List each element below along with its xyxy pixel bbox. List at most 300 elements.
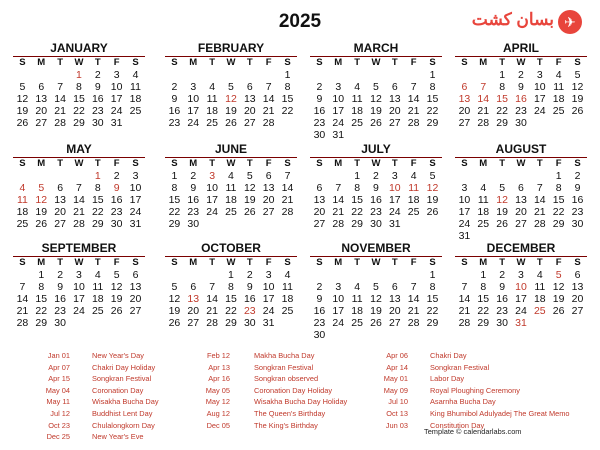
week-row bbox=[165, 317, 297, 329]
day-cell: 5 bbox=[373, 281, 379, 293]
day-cell bbox=[530, 170, 549, 182]
weekday-label: F bbox=[555, 158, 562, 169]
weekday-label: W bbox=[74, 158, 84, 169]
week-row bbox=[455, 269, 587, 281]
day-cell: 29 bbox=[35, 317, 48, 329]
day-cell: 19 bbox=[571, 93, 584, 105]
day-cell: 9 bbox=[373, 182, 379, 194]
week-row bbox=[455, 81, 587, 93]
day-cell bbox=[404, 329, 423, 341]
weekday-label: M bbox=[37, 257, 46, 268]
day-cell bbox=[348, 269, 367, 281]
day-cell bbox=[474, 69, 493, 81]
weekday-header bbox=[310, 158, 442, 170]
day-cell: 24 bbox=[206, 206, 218, 218]
holiday-date: May 09 bbox=[383, 385, 408, 395]
day-cell: 4 bbox=[536, 269, 543, 281]
day-cell: 11 bbox=[16, 194, 28, 206]
day-cell: 22 bbox=[477, 305, 490, 317]
day-cell bbox=[493, 170, 512, 182]
day-cell: 30 bbox=[54, 317, 66, 329]
day-cell bbox=[278, 218, 297, 230]
day-cell: 15 bbox=[351, 194, 363, 206]
day-cell: 30 bbox=[515, 117, 527, 129]
weekday-label: W bbox=[516, 257, 526, 268]
weekday-label: S bbox=[429, 57, 436, 68]
day-cell: 2 bbox=[316, 281, 323, 293]
day-cell: 20 bbox=[129, 293, 142, 305]
day-cell bbox=[385, 129, 404, 141]
day-cell: 9 bbox=[94, 81, 101, 93]
weekday-label: S bbox=[132, 257, 139, 268]
week-row bbox=[165, 117, 297, 129]
day-cell: 11 bbox=[477, 194, 489, 206]
day-cell: 10 bbox=[262, 281, 275, 293]
day-cell: 12 bbox=[426, 182, 439, 194]
day-cell: 23 bbox=[243, 305, 256, 317]
weekday-label: W bbox=[74, 257, 84, 268]
day-cell bbox=[329, 329, 348, 341]
day-cell: 29 bbox=[477, 317, 490, 329]
day-cell: 26 bbox=[16, 117, 29, 129]
day-cell: 14 bbox=[458, 293, 471, 305]
weekday-label: T bbox=[391, 57, 398, 68]
day-cell: 25 bbox=[206, 117, 218, 129]
day-cell: 17 bbox=[129, 194, 142, 206]
week-row bbox=[165, 93, 297, 105]
holiday-column bbox=[372, 350, 570, 431]
day-cell: 19 bbox=[370, 105, 382, 117]
holiday-name: Wisakha Bucha Day bbox=[92, 397, 159, 407]
day-cell bbox=[385, 69, 404, 81]
day-cell: 15 bbox=[225, 293, 237, 305]
week-row bbox=[13, 317, 145, 329]
day-cell: 22 bbox=[73, 105, 85, 117]
day-cell: 9 bbox=[518, 81, 524, 93]
weekday-header bbox=[165, 57, 297, 69]
holiday-date: Oct 13 bbox=[386, 408, 408, 418]
weekday-label: W bbox=[226, 158, 236, 169]
week-row bbox=[455, 281, 587, 293]
day-cell: 7 bbox=[536, 182, 543, 194]
week-row bbox=[310, 293, 442, 305]
holiday-name: King Bhumibol Adulyadej The Great Memo bbox=[430, 408, 570, 418]
day-cell: 16 bbox=[313, 105, 326, 117]
holiday-name: Coronation Day Holiday bbox=[254, 385, 333, 395]
day-cell bbox=[455, 170, 474, 182]
day-cell: 18 bbox=[351, 105, 363, 117]
day-cell: 27 bbox=[388, 317, 401, 329]
day-cell: 10 bbox=[332, 293, 345, 305]
day-cell: 10 bbox=[515, 281, 527, 293]
day-cell bbox=[549, 317, 568, 329]
day-cell: 8 bbox=[429, 81, 436, 93]
day-cell: 20 bbox=[262, 194, 275, 206]
day-cell: 22 bbox=[281, 105, 294, 117]
week-row bbox=[310, 218, 442, 230]
weekday-label: S bbox=[19, 57, 26, 68]
day-cell: 23 bbox=[187, 206, 200, 218]
week-row bbox=[310, 69, 442, 81]
day-cell bbox=[184, 69, 203, 81]
week-row bbox=[165, 269, 297, 281]
day-cell: 20 bbox=[458, 105, 471, 117]
holiday-name: Chakri Day Holiday bbox=[92, 362, 156, 372]
day-cell: 19 bbox=[35, 206, 48, 218]
weekday-label: T bbox=[209, 57, 216, 68]
weekday-label: T bbox=[246, 57, 253, 68]
holiday-row bbox=[372, 385, 570, 397]
week-row bbox=[455, 194, 587, 206]
day-cell: 21 bbox=[54, 105, 66, 117]
day-cell bbox=[203, 218, 222, 230]
day-cell: 25 bbox=[129, 105, 142, 117]
day-cell: 13 bbox=[571, 281, 584, 293]
day-cell: 19 bbox=[16, 105, 29, 117]
day-cell bbox=[32, 170, 51, 182]
weekday-label: T bbox=[354, 57, 361, 68]
day-cell: 2 bbox=[190, 170, 197, 182]
day-cell bbox=[367, 269, 386, 281]
weekday-label: S bbox=[19, 257, 26, 268]
day-cell: 13 bbox=[243, 93, 256, 105]
holiday-date: Aug 12 bbox=[206, 408, 230, 418]
day-cell: 15 bbox=[281, 93, 294, 105]
holiday-name: New Year's Day bbox=[92, 351, 144, 360]
week-row bbox=[310, 182, 442, 194]
day-cell: 16 bbox=[168, 105, 181, 117]
day-cell: 9 bbox=[574, 182, 581, 194]
day-cell bbox=[203, 269, 222, 281]
day-cell: 15 bbox=[168, 194, 181, 206]
weekday-label: S bbox=[316, 158, 323, 169]
day-cell: 4 bbox=[94, 269, 101, 281]
day-cell: 2 bbox=[94, 69, 101, 81]
day-cell: 22 bbox=[496, 105, 508, 117]
day-cell: 17 bbox=[110, 93, 123, 105]
day-cell: 5 bbox=[429, 170, 436, 182]
day-cell: 9 bbox=[113, 182, 120, 194]
day-cell: 29 bbox=[91, 218, 104, 230]
month-october bbox=[165, 242, 297, 329]
day-cell: 13 bbox=[388, 93, 401, 105]
day-cell: 29 bbox=[552, 218, 565, 230]
day-cell: 18 bbox=[206, 105, 218, 117]
day-cell: 17 bbox=[332, 305, 345, 317]
day-cell bbox=[13, 269, 32, 281]
day-cell bbox=[13, 170, 32, 182]
month-name: JUNE bbox=[214, 142, 247, 156]
day-cell: 15 bbox=[91, 194, 104, 206]
weekday-label: F bbox=[113, 57, 120, 68]
week-row bbox=[13, 182, 145, 194]
month-name: MAY bbox=[66, 142, 92, 156]
holiday-date: May 04 bbox=[45, 385, 70, 395]
day-cell: 3 bbox=[132, 170, 139, 182]
logo-text: بسان کشت bbox=[471, 10, 554, 29]
day-cell: 27 bbox=[129, 305, 142, 317]
day-cell: 25 bbox=[351, 117, 363, 129]
holiday-name: Songkran Festival bbox=[92, 374, 152, 384]
holiday-name: Chulalongkorn Day bbox=[92, 420, 155, 430]
week-row bbox=[455, 317, 587, 329]
day-cell: 10 bbox=[388, 182, 401, 194]
day-cell: 22 bbox=[552, 206, 565, 218]
day-cell: 10 bbox=[206, 182, 218, 194]
weekday-label: S bbox=[461, 57, 468, 68]
day-cell bbox=[512, 170, 531, 182]
day-cell bbox=[310, 69, 329, 81]
weekday-label: S bbox=[461, 158, 468, 169]
day-cell: 16 bbox=[91, 93, 104, 105]
day-cell: 20 bbox=[35, 105, 48, 117]
day-cell: 24 bbox=[515, 305, 527, 317]
weekday-label: S bbox=[284, 158, 291, 169]
day-cell: 2 bbox=[57, 269, 64, 281]
day-cell: 25 bbox=[533, 305, 546, 317]
day-cell: 26 bbox=[110, 305, 123, 317]
day-cell: 8 bbox=[499, 81, 506, 93]
day-cell bbox=[278, 317, 297, 329]
day-cell: 27 bbox=[187, 317, 200, 329]
weekday-header bbox=[455, 257, 587, 269]
day-cell bbox=[474, 170, 493, 182]
holiday-row bbox=[184, 420, 347, 432]
week-row bbox=[165, 170, 297, 182]
day-cell: 20 bbox=[515, 206, 527, 218]
day-cell: 4 bbox=[209, 81, 216, 93]
weekday-label: S bbox=[574, 57, 581, 68]
holiday-name: Buddhist Lent Day bbox=[92, 408, 153, 418]
weekday-label: T bbox=[209, 158, 216, 169]
day-cell: 7 bbox=[57, 81, 64, 93]
day-cell: 25 bbox=[281, 305, 294, 317]
day-cell: 19 bbox=[110, 293, 123, 305]
day-cell: 8 bbox=[284, 81, 291, 93]
day-cell: 18 bbox=[281, 293, 294, 305]
day-cell: 12 bbox=[552, 281, 565, 293]
week-row bbox=[455, 218, 587, 230]
day-cell: 7 bbox=[410, 281, 417, 293]
weekday-label: M bbox=[334, 57, 343, 68]
day-cell: 10 bbox=[187, 93, 200, 105]
weekday-label: W bbox=[516, 158, 526, 169]
day-cell: 3 bbox=[190, 81, 197, 93]
week-row bbox=[310, 281, 442, 293]
day-cell: 18 bbox=[16, 206, 29, 218]
day-cell: 27 bbox=[458, 117, 471, 129]
day-cell bbox=[203, 69, 222, 81]
day-cell: 2 bbox=[171, 81, 178, 93]
day-cell bbox=[259, 69, 278, 81]
day-cell: 13 bbox=[458, 93, 471, 105]
day-cell: 30 bbox=[370, 218, 382, 230]
holiday-name: Coronation Day bbox=[92, 385, 144, 395]
day-cell: 6 bbox=[316, 182, 323, 194]
day-cell: 23 bbox=[313, 117, 326, 129]
week-row bbox=[13, 293, 145, 305]
weekday-label: S bbox=[316, 57, 323, 68]
day-cell: 29 bbox=[351, 218, 363, 230]
day-cell: 9 bbox=[57, 281, 64, 293]
day-cell: 11 bbox=[206, 93, 218, 105]
day-cell: 5 bbox=[555, 269, 562, 281]
day-cell: 16 bbox=[187, 194, 200, 206]
day-cell: 24 bbox=[533, 105, 546, 117]
week-row bbox=[310, 81, 442, 93]
week-row bbox=[165, 182, 297, 194]
day-cell: 5 bbox=[373, 81, 379, 93]
day-cell: 14 bbox=[206, 293, 218, 305]
weekday-label: S bbox=[132, 158, 139, 169]
day-cell bbox=[404, 69, 423, 81]
holiday-row bbox=[184, 350, 347, 362]
holiday-column bbox=[20, 350, 159, 443]
day-cell: 21 bbox=[281, 194, 294, 206]
holiday-date: Dec 05 bbox=[206, 420, 230, 430]
holiday-row bbox=[372, 408, 570, 420]
week-row bbox=[165, 281, 297, 293]
day-cell bbox=[549, 117, 568, 129]
day-cell bbox=[184, 269, 203, 281]
day-cell: 7 bbox=[480, 81, 487, 93]
weekday-label: M bbox=[189, 57, 198, 68]
day-cell: 7 bbox=[265, 81, 272, 93]
holiday-row bbox=[20, 362, 159, 374]
day-cell: 9 bbox=[499, 281, 506, 293]
holiday-row bbox=[372, 373, 570, 385]
day-cell: 5 bbox=[171, 281, 178, 293]
holiday-date: Apr 15 bbox=[48, 374, 70, 384]
weekday-header bbox=[165, 158, 297, 170]
weekday-label: S bbox=[574, 158, 581, 169]
day-cell: 2 bbox=[246, 269, 253, 281]
day-cell: 22 bbox=[351, 206, 363, 218]
holiday-row bbox=[20, 396, 159, 408]
day-cell: 9 bbox=[316, 93, 323, 105]
day-cell: 25 bbox=[351, 317, 363, 329]
holiday-date: May 12 bbox=[205, 397, 230, 407]
holiday-row bbox=[184, 396, 347, 408]
day-cell bbox=[51, 69, 70, 81]
day-cell: 20 bbox=[54, 206, 66, 218]
week-row bbox=[13, 218, 145, 230]
weekday-label: S bbox=[284, 257, 291, 268]
day-cell: 26 bbox=[370, 117, 382, 129]
weekday-label: F bbox=[410, 158, 417, 169]
month-september bbox=[13, 242, 145, 329]
month-november bbox=[310, 242, 442, 341]
day-cell: 13 bbox=[515, 194, 527, 206]
day-cell: 4 bbox=[19, 182, 26, 194]
week-row bbox=[13, 69, 145, 81]
month-december bbox=[455, 242, 587, 329]
day-cell bbox=[107, 317, 126, 329]
day-cell: 12 bbox=[243, 182, 256, 194]
day-cell: 27 bbox=[388, 117, 401, 129]
day-cell: 5 bbox=[228, 81, 234, 93]
day-cell: 1 bbox=[76, 69, 82, 81]
week-row bbox=[310, 269, 442, 281]
day-cell: 3 bbox=[461, 182, 468, 194]
day-cell: 18 bbox=[477, 206, 490, 218]
weekday-label: T bbox=[354, 158, 361, 169]
day-cell bbox=[70, 170, 89, 182]
month-name: FEBRUARY bbox=[197, 41, 265, 55]
day-cell: 31 bbox=[515, 317, 527, 329]
day-cell: 19 bbox=[370, 305, 382, 317]
week-row bbox=[455, 182, 587, 194]
day-cell: 13 bbox=[262, 182, 275, 194]
day-cell: 8 bbox=[94, 182, 101, 194]
day-cell: 16 bbox=[54, 293, 66, 305]
day-cell: 16 bbox=[243, 293, 256, 305]
day-cell: 18 bbox=[91, 293, 104, 305]
day-cell: 5 bbox=[113, 269, 120, 281]
holiday-name: Songkran Festival bbox=[430, 362, 490, 372]
day-cell: 30 bbox=[313, 329, 326, 341]
day-cell: 21 bbox=[332, 206, 345, 218]
weekday-label: S bbox=[171, 57, 178, 68]
weekday-label: T bbox=[209, 257, 216, 268]
week-row bbox=[165, 293, 297, 305]
weekday-header bbox=[165, 257, 297, 269]
day-cell bbox=[165, 269, 184, 281]
day-cell: 5 bbox=[499, 182, 506, 194]
day-cell: 23 bbox=[370, 206, 382, 218]
week-row bbox=[455, 105, 587, 117]
month-name: JANUARY bbox=[50, 41, 108, 55]
day-cell: 30 bbox=[243, 317, 256, 329]
day-cell: 7 bbox=[410, 81, 417, 93]
day-cell: 21 bbox=[73, 206, 85, 218]
day-cell: 3 bbox=[391, 170, 398, 182]
day-cell: 17 bbox=[458, 206, 471, 218]
holiday-column bbox=[184, 350, 347, 431]
day-cell: 14 bbox=[262, 93, 275, 105]
day-cell: 13 bbox=[35, 93, 48, 105]
day-cell: 16 bbox=[370, 194, 382, 206]
holiday-date: Dec 25 bbox=[46, 432, 70, 442]
weekday-label: F bbox=[410, 57, 417, 68]
month-name: AUGUST bbox=[495, 142, 547, 156]
week-row bbox=[455, 206, 587, 218]
weekday-label: M bbox=[189, 257, 198, 268]
day-cell: 27 bbox=[515, 218, 527, 230]
day-cell: 6 bbox=[574, 269, 581, 281]
day-cell: 16 bbox=[571, 194, 584, 206]
holiday-name: Makha Bucha Day bbox=[254, 351, 315, 360]
day-cell bbox=[310, 269, 329, 281]
day-cell: 6 bbox=[57, 182, 64, 194]
day-cell: 30 bbox=[91, 117, 104, 129]
week-row bbox=[13, 105, 145, 117]
month-name: MARCH bbox=[353, 41, 399, 55]
week-row bbox=[455, 69, 587, 81]
day-cell: 21 bbox=[16, 305, 29, 317]
day-cell: 30 bbox=[110, 218, 123, 230]
day-cell: 21 bbox=[477, 105, 490, 117]
weekday-header bbox=[310, 57, 442, 69]
day-cell bbox=[404, 269, 423, 281]
day-cell: 14 bbox=[16, 293, 29, 305]
week-row bbox=[13, 194, 145, 206]
weekday-label: W bbox=[371, 257, 381, 268]
weekday-label: W bbox=[516, 57, 526, 68]
holiday-date: May 01 bbox=[383, 374, 408, 384]
day-cell: 25 bbox=[407, 206, 420, 218]
weekday-label: F bbox=[265, 158, 272, 169]
